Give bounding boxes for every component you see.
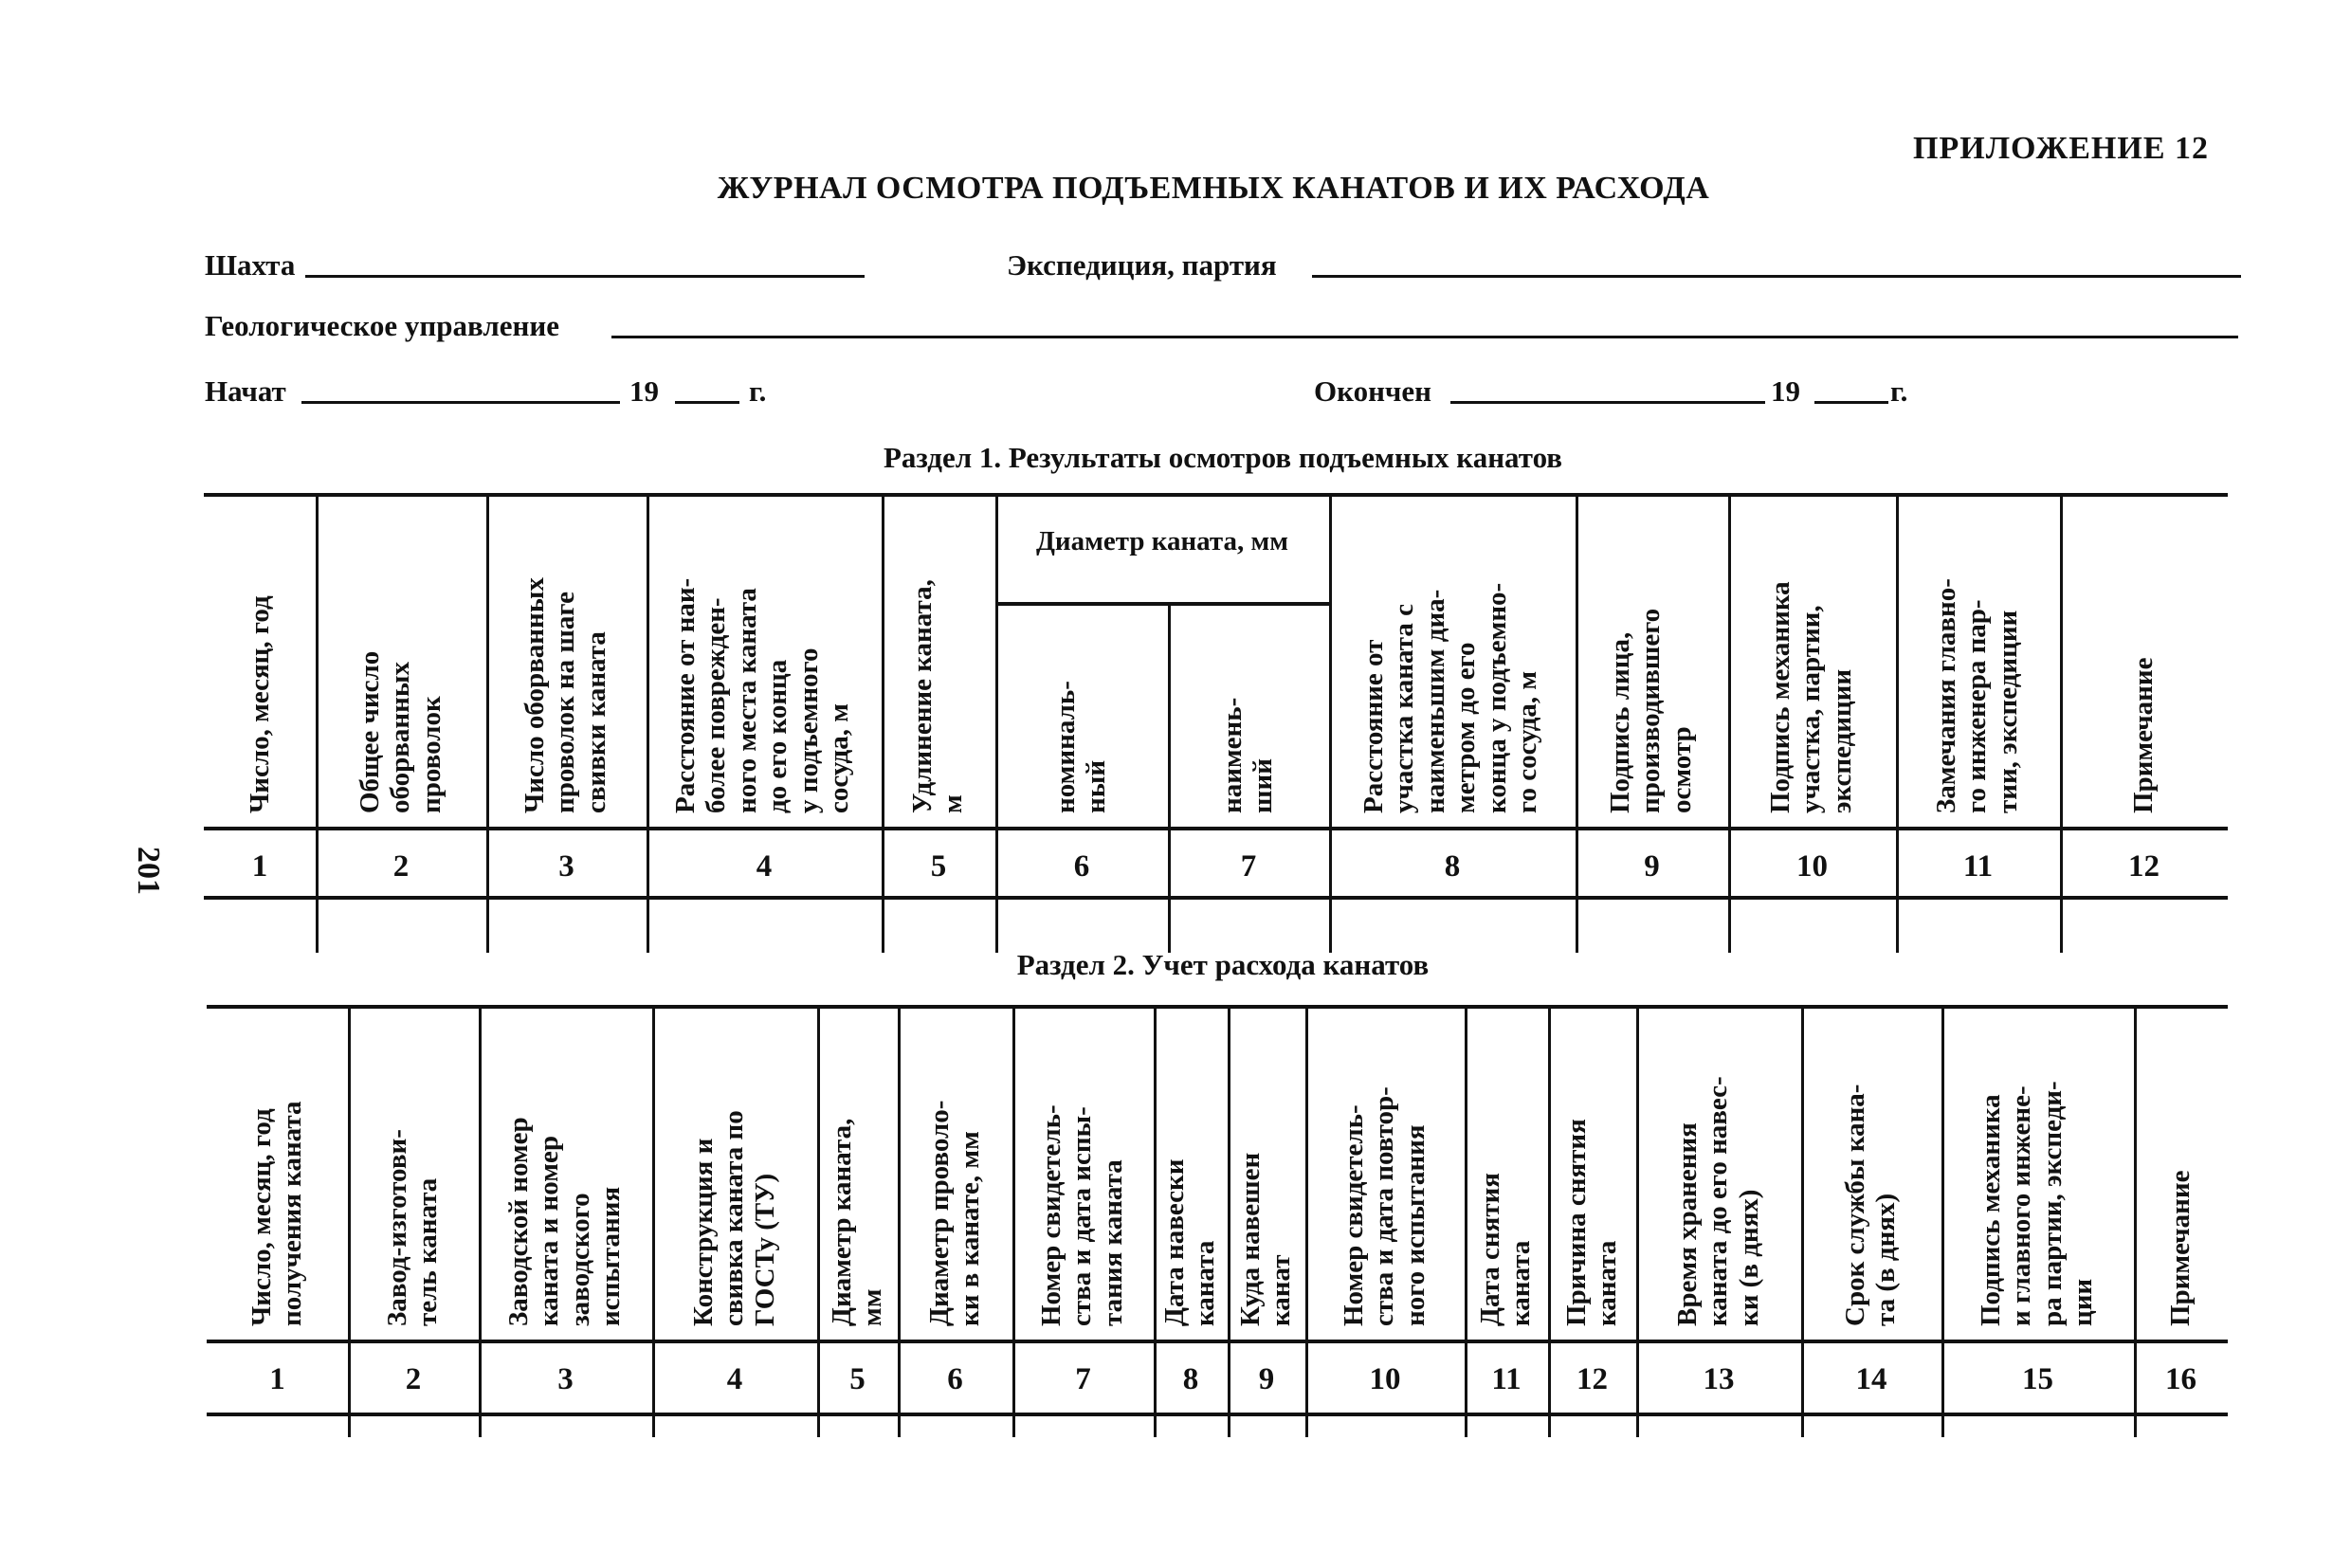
appendix-label: ПРИЛОЖЕНИЕ 12 — [1913, 131, 2209, 166]
t1-header-9: Подпись лица, производившего осмотр — [1605, 608, 1697, 813]
t2-header-7: Номер свидетель- ства и дата испы- тания каната — [1036, 1104, 1128, 1326]
t1-header-3: Число оборванных проволок на шаге свивки каната — [519, 577, 611, 813]
t2-col-number-8: 8 — [1182, 1362, 1199, 1396]
mine-label: Шахта — [205, 248, 296, 282]
t2-col-number-7: 7 — [1075, 1362, 1091, 1396]
finished-year-prefix: 19 — [1771, 374, 1800, 408]
t2-header-12: Причина снятия каната — [1560, 1119, 1622, 1326]
t2-header-11: Дата снятия каната — [1475, 1173, 1537, 1326]
t2-header-1: Число, месяц, год получения каната — [246, 1101, 307, 1326]
t2-col-number-4: 4 — [726, 1362, 743, 1396]
started-label: Начат — [205, 374, 286, 408]
t2-entry-cell[interactable] — [348, 1416, 479, 1437]
t1-col-number-12: 12 — [2128, 849, 2160, 884]
t2-header-rule — [207, 1340, 2228, 1343]
t1-col-number-5: 5 — [930, 849, 947, 884]
t2-header-14: Срок службы кана- та (в днях) — [1840, 1084, 1902, 1326]
t2-header-8: Дата навески каната — [1159, 1158, 1221, 1326]
finished-year-suffix: г. — [1890, 374, 1908, 408]
started-year-suffix: г. — [749, 374, 767, 408]
t1-header-7: наимень- ший — [1217, 697, 1279, 813]
t1-col-number-7: 7 — [1240, 849, 1257, 884]
section2-title: Раздел 2. Учет расхода канатов — [1016, 948, 1430, 981]
t2-entry-cell[interactable] — [1012, 1416, 1154, 1437]
t1-header-6: номиналь- ный — [1050, 681, 1112, 813]
journal-title: ЖУРНАЛ ОСМОТРА ПОДЪЕМНЫХ КАНАТОВ И ИХ РАСХОДА — [717, 171, 1710, 206]
t1-header-12: Примечание — [2128, 657, 2159, 813]
t2-col-number-5: 5 — [849, 1362, 866, 1396]
t2-col-number-1: 1 — [269, 1362, 285, 1396]
t2-entry-cell[interactable] — [1941, 1416, 2134, 1437]
started-year-prefix: 19 — [629, 374, 659, 408]
t2-entry-cell[interactable] — [1228, 1416, 1305, 1437]
t2-col-number-12: 12 — [1576, 1362, 1608, 1396]
t1-header-10: Подпись механика участка, партии, экспедиции — [1765, 581, 1857, 813]
page-number: 201 — [131, 847, 166, 895]
t1-col-number-9: 9 — [1644, 849, 1660, 884]
t2-col-number-9: 9 — [1258, 1362, 1275, 1396]
t1-col-number-10: 10 — [1796, 849, 1828, 884]
t2-header-6: Диаметр проволо- ки в канате, мм — [923, 1100, 985, 1326]
t2-entry-cell[interactable] — [898, 1416, 1012, 1437]
t2-entry-cell[interactable] — [207, 1416, 348, 1437]
t2-col-number-11: 11 — [1491, 1362, 1522, 1396]
t2-entry-cell[interactable] — [817, 1416, 898, 1437]
t2-col-number-10: 10 — [1369, 1362, 1401, 1396]
t2-col-number-6: 6 — [947, 1362, 963, 1396]
t2-header-16: Примечание — [2165, 1170, 2196, 1326]
t2-entry-cell[interactable] — [652, 1416, 817, 1437]
t2-header-13: Время хранения каната до его навес- ки (в днях) — [1671, 1076, 1764, 1326]
t2-entry-cell[interactable] — [1465, 1416, 1548, 1437]
t1-header-8: Расстояние от участка каната с наименьшим диа- метром до его конца у подъемно- го сосуда, м — [1358, 582, 1543, 813]
t2-entry-cell[interactable] — [1154, 1416, 1228, 1437]
t1-diameter-group-header: Диаметр каната, мм — [1035, 526, 1289, 556]
t1-col-number-11: 11 — [1962, 849, 1994, 884]
t2-col-number-2: 2 — [405, 1362, 422, 1396]
t2-col-number-3: 3 — [557, 1362, 574, 1396]
t1-col-number-8: 8 — [1444, 849, 1461, 884]
finished-label: Окончен — [1314, 374, 1432, 408]
t1-col-number-4: 4 — [756, 849, 773, 884]
t2-entry-cell[interactable] — [1548, 1416, 1636, 1437]
t2-top-rule — [207, 1005, 2228, 1009]
t2-header-2: Завод-изготови- тель каната — [382, 1129, 444, 1326]
t2-header-9: Куда навешен канат — [1235, 1152, 1297, 1326]
t2-entry-cell[interactable] — [2134, 1416, 2228, 1437]
t2-col-number-15: 15 — [2022, 1362, 2053, 1396]
t2-entry-cell[interactable] — [1305, 1416, 1465, 1437]
t2-col-number-13: 13 — [1703, 1362, 1735, 1396]
t2-header-15: Подпись механика и главного инжене- ра партии, экспеди- ции — [1975, 1081, 2098, 1326]
t1-col-number-3: 3 — [558, 849, 574, 884]
expedition-label: Экспедиция, партия — [1007, 248, 1277, 282]
t2-header-10: Номер свидетель- ства и дата повтор- ного испытания — [1338, 1086, 1431, 1326]
t1-header-1: Число, месяц, год — [244, 595, 275, 813]
t2-col-number-14: 14 — [1855, 1362, 1887, 1396]
t1-col-number-1: 1 — [251, 849, 268, 884]
t1-col-number-2: 2 — [392, 849, 410, 884]
t1-col-number-6: 6 — [1073, 849, 1090, 884]
t1-header-11: Замечания главно- го инженера пар- тии, экспедиции — [1931, 578, 2023, 813]
t2-entry-cell[interactable] — [1636, 1416, 1801, 1437]
t2-header-4: Конструкция и свивка каната по ГОСТу (ТУ) — [687, 1110, 780, 1326]
geology-label: Геологическое управление — [205, 309, 559, 342]
t2-entry-cell[interactable] — [1801, 1416, 1941, 1437]
t2-entry-cell[interactable] — [479, 1416, 652, 1437]
t2-header-5: Диаметр каната, мм — [826, 1118, 887, 1326]
t2-col-number-16: 16 — [2165, 1362, 2196, 1396]
t1-header-4: Расстояние от наи- более поврежден- ного места каната до его конца у подъемного сосуда, м — [670, 577, 855, 813]
section1-title: Раздел 1. Результаты осмотров подъемных канатов — [883, 441, 1563, 474]
t1-header-2: Общее число оборванных проволок — [354, 650, 447, 813]
t1-header-5: Удлинение каната, м — [907, 579, 969, 813]
t2-header-3: Заводской номер каната и номер заводского испытания — [502, 1117, 626, 1326]
